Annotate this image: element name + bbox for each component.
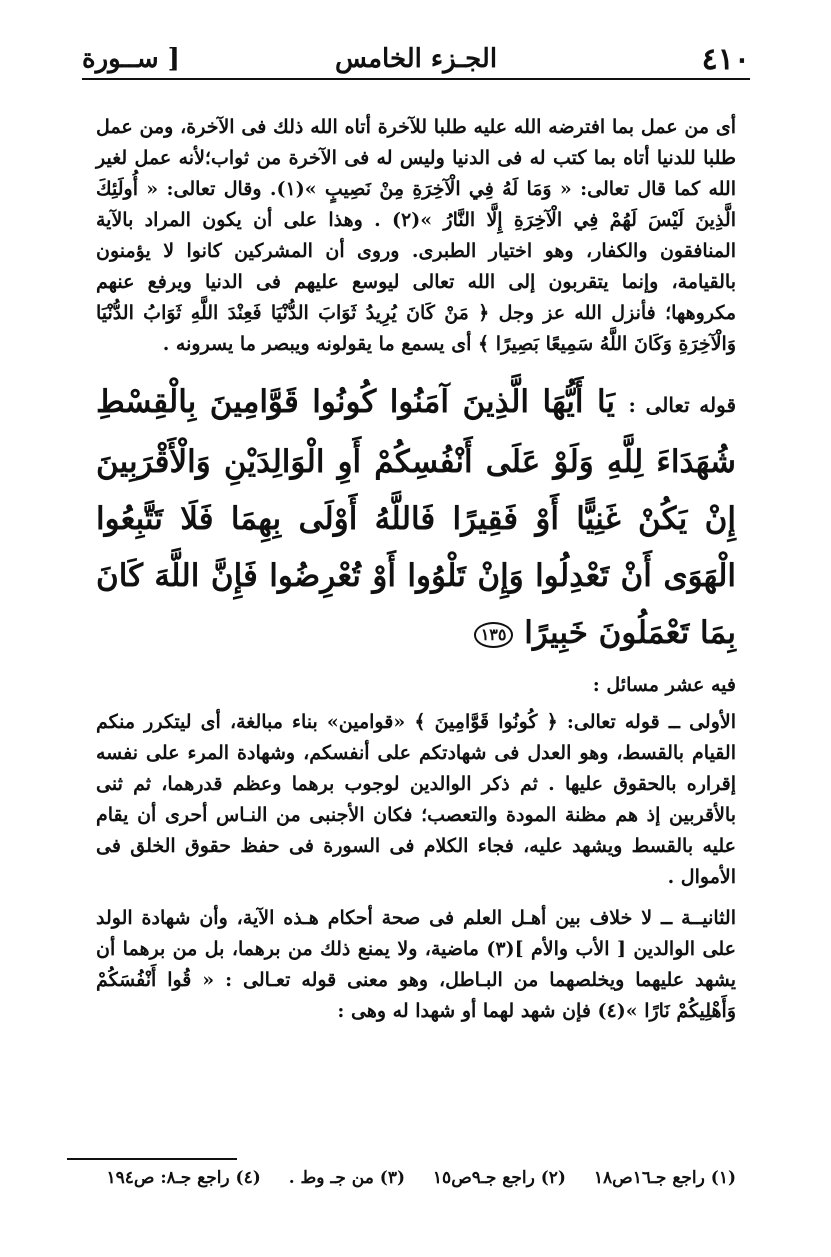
verse-text: يَا أَيُّهَا الَّذِينَ آمَنُوا كُونُوا قَوَّامِينَ بِالْقِسْطِ شُهَدَاءَ لِلَّهِ وَلَوْ عَلَى أَنْفُسِكُمْ أَوِ الْوَالِدَيْنِ وَالْأَقْرَبِينَ إِنْ يَكُنْ غَنِيًّا أَوْ فَقِيرًا فَاللَّهُ أَوْلَى بِهِمَا فَلَا تَتَّبِعُوا الْهَوَى أَنْ تَعْدِلُوا وَإِنْ تَلْوُوا أَوْ تُعْرِضُوا فَإِنَّ اللَّهَ كَانَ بِمَا تَعْمَلُونَ خَبِيرًا (96, 384, 736, 651)
issue-first: الأولى ــ قوله تعالى: ﴿ كُونُوا قَوَّامِينَ ﴾ «قوامين» بناء مبالغة، أى ليتكرر منكم القيام بالقسط، وهو العدل فى شهادتكم على أنفسكم، وشهادة المرء على نفسه إقراره بالحقوق عليها . ثم ذكر الوالدين لوجوب برهما وعظم قدرهما، ثم ثنى بالأقربين إذ هم مظنة المودة والتعصب؛ فكان الأجنبى من النـاس أحرى أن يقام عليه بالقسط ويشهد عليه، فجاء الكلام فى السورة فى حفظ حقوق الخلق فى الأموال . (96, 711, 736, 888)
surah-label: [ ســورة (82, 44, 180, 74)
page-number: ٤١٠ (701, 42, 750, 77)
paragraph-intro: أى من عمل بما افترضه الله عليه طلبا للآخرة أتاه الله ذلك فى الآخرة، ومن عمل طلبا للدنيا أتاه بما كتب له فى الدنيا وليس له فى الآخرة من ثواب؛لأنه عمل لغير الله كما قال تعالى: « وَمَا لَهُ فِي الْآخِرَةِ مِنْ نَصِيبٍ »(١). وقال تعالى: « أُولَئِكَ الَّذِينَ لَيْسَ لَهُمْ فِي الْآخِرَةِ إِلَّا النَّارُ »(٢) . وهذا على أن يكون المراد بالآية المنافقون والكفار، وهو اختيار الطبرى. وروى أن المشركين كانوا لا يؤمنون بالقيامة، وإنما يتقربون إلى الله تعالى ليوسع عليهم فى الدنيا ويرفع عنهم مكروهها؛ فأنزل الله عز وجل ﴿ مَنْ كَانَ يُرِيدُ ثَوَابَ الدُّنْيَا فَعِنْدَ اللَّهِ ثَوَابُ الدُّنْيَا وَالْآخِرَةِ وَكَانَ اللَّهُ سَمِيعًا بَصِيرًا ﴾ أى يسمع ما يقولونه ويبصر ما يسرونه . (96, 116, 737, 355)
quran-verse (96, 374, 736, 662)
footnotes (96, 1168, 736, 1188)
page-header (82, 38, 750, 80)
footnote-2: (٢) راجع جـ٩ص١٥ (432, 1168, 566, 1188)
part-title: الجـزء الخامس (334, 44, 498, 74)
issues-heading: فيه عشر مسائل : (592, 674, 736, 696)
footnote-1: (١) راجع جـ١٦ص١٨ (593, 1168, 736, 1188)
verse-lead: قوله تعالى : (628, 393, 737, 417)
footnote-3: (٣) من جـ وط . (288, 1168, 405, 1188)
ayah-number-badge: ١٣٥ (474, 622, 514, 648)
issue-second: الثانيــة ــ لا خلاف بين أهـل العلم فى صحة أحكام هـذه الآية، وأن شهادة الولد على الوالدين [ الأب والأم ](٣) ماضية، ولا يمنع ذلك من برهما، بل من برهما أن يشهد عليهما ويخلصهما من البـاطل، وهو معنى قوله تعـالى : « قُوا أَنْفُسَكُمْ وَأَهْلِيكُمْ نَارًا »(٤) فإن شهد لهما أو شهدا له وهى : (96, 907, 736, 1022)
page-body (96, 112, 736, 1027)
footnote-divider (67, 1158, 237, 1160)
footnote-4: (٤) راجع جـ٨: ص١٩٤ (106, 1168, 261, 1188)
